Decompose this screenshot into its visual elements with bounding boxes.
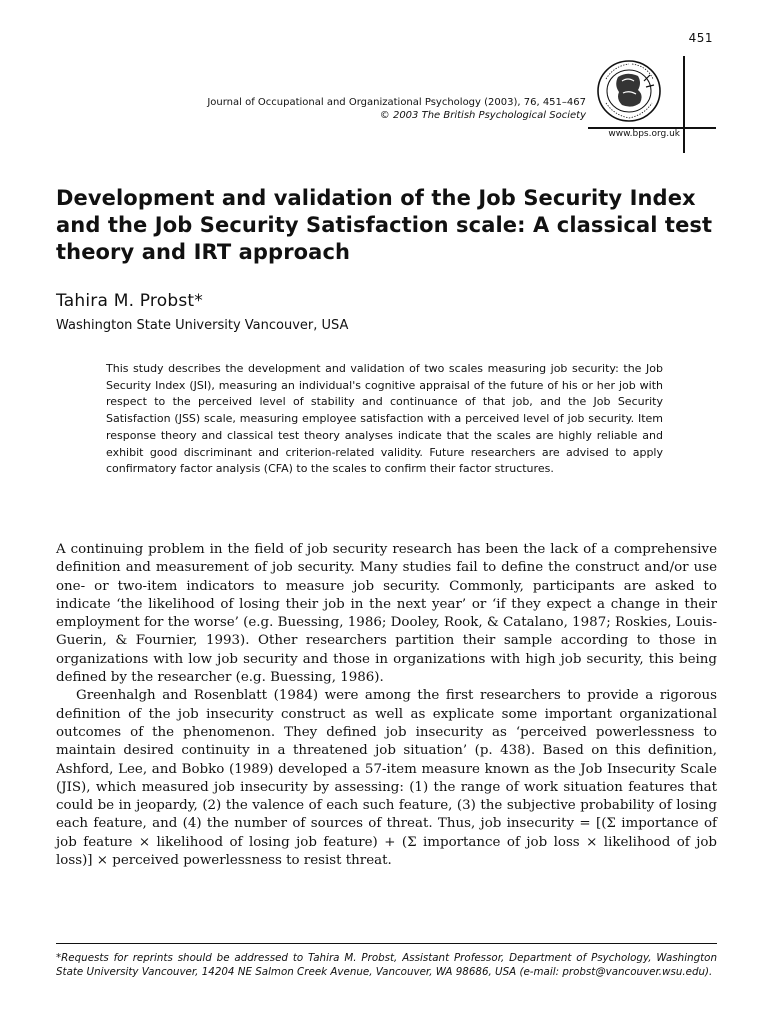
body-text bbox=[56, 541, 717, 870]
author-affiliation: Washington State University Vancouver, USA bbox=[56, 318, 349, 333]
journal-reference bbox=[166, 96, 586, 122]
publisher-url[interactable]: www.bps.org.uk bbox=[608, 129, 680, 139]
bps-seal-logo bbox=[594, 57, 676, 125]
journal-citation: Journal of Occupational and Organizational Psychology (2003), 76, 451–467 bbox=[207, 97, 586, 108]
author-name: Tahira M. Probst* bbox=[56, 291, 203, 311]
abstract: This study describes the development and validation of two scales measuring job security: the Job Security Index (JSI), measuring an individual's cognitive appraisal of the future of his or her job with respect to the perceived level of stability and continuance of that job, and the Job Security Satisfaction (JSS) scale, measuring employee satisfaction with a perceived level of job security. Item response theory and classical test theory analyses indicate that the scales are highly reliable and exhibit good discriminant and criterion-related validity. Future researchers are advised to apply confirmatory factor analysis (CFA) to the scales to confirm their factor structures. bbox=[106, 362, 663, 476]
page-number: 451 bbox=[688, 31, 713, 45]
footnote: *Requests for reprints should be addressed to Tahira M. Probst, Assistant Professor, Department of Psychology, Washington State University Vancouver, 14204 NE Salmon Creek Avenue, Vancouver, WA 98686, USA (e-mail: probst@vancouver.wsu.edu). bbox=[56, 952, 717, 978]
body-paragraph: A continuing problem in the field of job security research has been the lack of a comprehensive definition and measurement of job security. Many studies fail to define the construct and/or use one- or two-item indicators to measure job security. Commonly, participants are asked to indicate ‘the likelihood of losing their job in the next year’ or ‘if they expect a change in their employment for the worse’ (e.g. Buessing, 1986; Dooley, Rook, & Catalano, 1987; Roskies, Louis-Guerin, & Fournier, 1993). Other researchers partition their sample according to those in organizations with low job security and those in organizations with high job security, this being defined by the researcher (e.g. Buessing, 1986). bbox=[56, 542, 717, 686]
copyright-line: © 2003 The British Psychological Society bbox=[379, 110, 586, 121]
article-title: Development and validation of the Job Security Index and the Job Security Satisfaction scale: A classical test theory and IRT approach bbox=[56, 186, 713, 264]
header-vertical-rule bbox=[683, 56, 685, 153]
footnote-rule bbox=[56, 943, 717, 944]
body-paragraph: Greenhalgh and Rosenblatt (1984) were among the first researchers to provide a rigorous definition of the job insecurity construct as well as explicate some important organizational outcomes of the phenomenon. They defined job insecurity as ‘perceived powerlessness to maintain desired continuity in a threatened job situation’ (p. 438). Based on this definition, Ashford, Lee, and Bobko (1989) developed a 57-item measure known as the Job Insecurity Scale (JIS), which measured job insecurity by assessing: (1) the range of work situation features that could be in jeopardy, (2) the valence of each such feature, (3) the subjective probability of losing each feature, and (4) the number of sources of threat. Thus, job insecurity = [(Σ importance of job feature × likelihood of losing job feature) + (Σ importance of job loss × likelihood of job loss)] × perceived powerlessness to resist threat. bbox=[56, 688, 717, 869]
